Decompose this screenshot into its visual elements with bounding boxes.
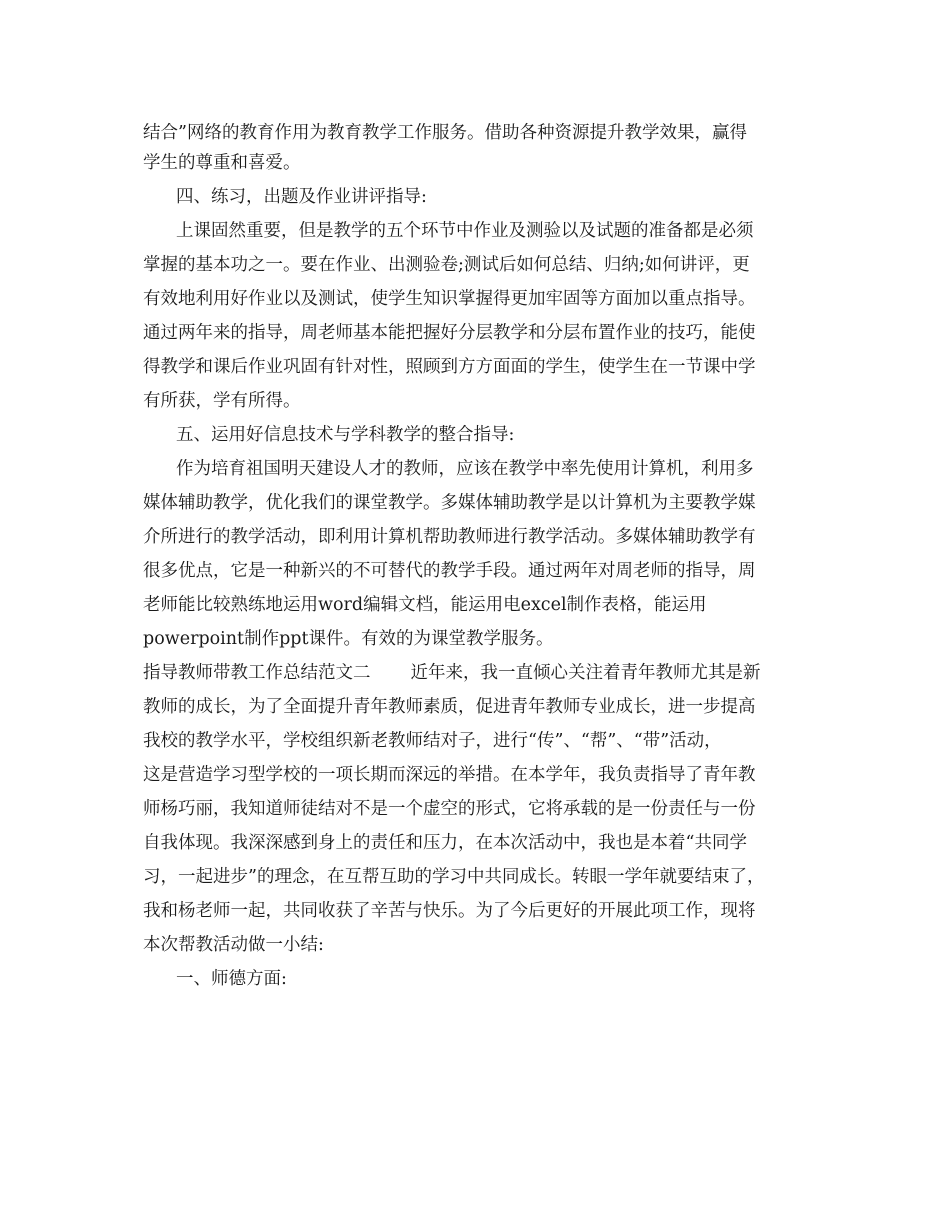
text-line: 得教学和课后作业巩固有针对性，照顾到方方面面的学生，使学生在一节课中学 — [143, 357, 756, 377]
text-line: 有效地利用好作业以及测试，使学生知识掌握得更加牢固等方面加以重点指导。 — [143, 289, 756, 309]
text-line: 有所获，学有所得。 — [143, 391, 301, 411]
text-line: powerpoint制作ppt课件。有效的为课堂教学服务。 — [143, 629, 554, 649]
text-line: 本次帮教活动做一小结: — [143, 935, 324, 955]
text-line: 我和杨老师一起，共同收获了辛苦与快乐。为了今后更好的开展此项工作，现将 — [143, 901, 756, 921]
text-line: 近年来，我一直倾心关注着青年教师尤其是新 — [410, 663, 761, 683]
text-line: 结合”网络的教育作用为教育教学工作服务。借助各种资源提升教学效果，赢得 — [143, 123, 747, 143]
text-line: 通过两年来的指导，周老师基本能把握好分层教学和分层布置作业的技巧，能使 — [143, 323, 756, 343]
text-line: 作为培育祖国明天建设人才的教师，应该在教学中率先使用计算机，利用多 — [176, 459, 754, 479]
article-title: 指导教师带教工作总结范文二 — [143, 663, 371, 683]
text-line: 这是营造学习型学校的一项长期而深远的举措。在本学年，我负责指导了青年教 — [143, 765, 756, 785]
text-line: 很多优点，它是一种新兴的不可替代的教学手段。通过两年对周老师的指导，周 — [143, 561, 756, 581]
section-heading-4: 四、练习，出题及作业讲评指导: — [176, 187, 427, 207]
title-line — [143, 658, 803, 688]
text-line: 教师的成长，为了全面提升青年教师素质，促进青年教师专业成长，进一步提高 — [143, 697, 756, 717]
text-line: 老师能比较熟练地运用word编辑文档，能运用电excel制作表格，能运用 — [143, 595, 707, 615]
text-line: 上课固然重要，但是教学的五个环节中作业及测验以及试题的准备都是必须 — [176, 221, 754, 241]
text-line: 自我体现。我深深感到身上的责任和压力，在本次活动中，我也是本着“共同学 — [143, 833, 747, 853]
text-line: 媒体辅助教学，优化我们的课堂教学。多媒体辅助教学是以计算机为主要教学媒 — [143, 493, 756, 513]
section-heading-1: 一、师德方面: — [176, 969, 287, 989]
text-line: 学生的尊重和喜爱。 — [143, 153, 301, 173]
document-page — [143, 118, 803, 994]
text-line: 师杨巧丽，我知道师徒结对不是一个虚空的形式，它将承载的是一份责任与一份 — [143, 799, 756, 819]
section-heading-5: 五、运用好信息技术与学科教学的整合指导: — [176, 425, 515, 445]
text-line: 掌握的基本功之一。要在作业、出测验卷;测试后如何总结、归纳;如何讲评，更 — [143, 255, 750, 275]
text-line: 习，一起进步”的理念，在互帮互助的学习中共同成长。转眼一学年就要结束了， — [143, 867, 765, 887]
text-line: 介所进行的教学活动，即利用计算机帮助教师进行教学活动。多媒体辅助教学有 — [143, 527, 756, 547]
text-line: 我校的教学水平，学校组织新老教师结对子，进行“传”、“帮”、“带”活动， — [143, 731, 722, 751]
